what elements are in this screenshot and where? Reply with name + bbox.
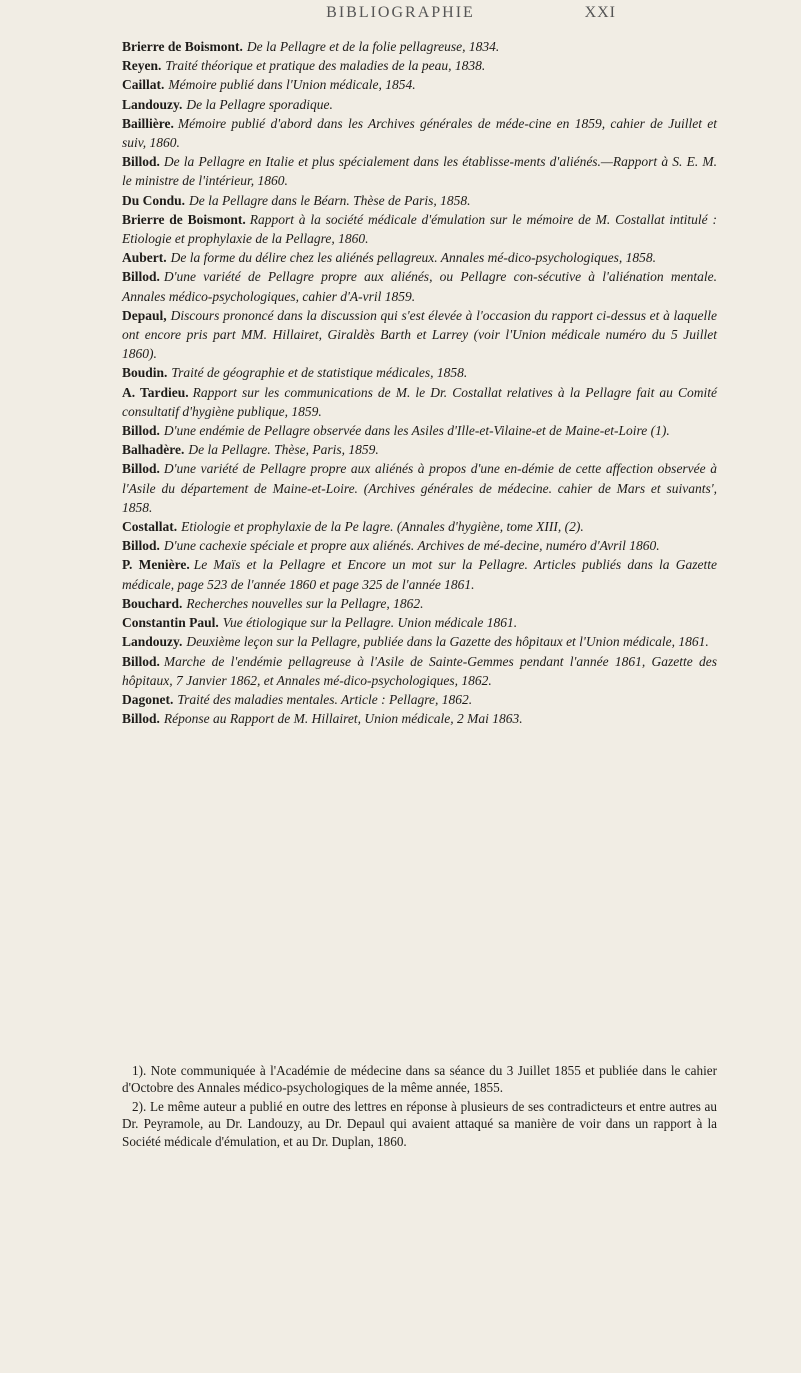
- entry-author: Billod.: [122, 269, 160, 285]
- entry-text: De la Pellagre sporadique.: [186, 96, 333, 112]
- entry-author: Costallat.: [122, 519, 178, 535]
- entry-author: Dagonet.: [122, 691, 174, 707]
- entry-text: Réponse au Rapport de M. Hillairet, Union médicale, 2 Mai 1863.: [163, 711, 523, 727]
- entry-text: Le Maïs et la Pellagre et Encore un mot sur la Pellagre. Articles publiés dans la Gazette médicale, page 523 de l'année 1860 et page 325 de l'année 1861.: [122, 557, 717, 592]
- entry-author: Depaul,: [122, 307, 167, 323]
- bibliography-entry: [122, 152, 717, 190]
- bibliography-entry: [122, 690, 717, 709]
- bibliography-entry: [122, 37, 717, 56]
- entry-author: Balhadère.: [122, 442, 185, 458]
- entry-text: Discours prononcé dans la discussion qui s'est élevée à l'occasion du rapport ci-dessus et à laquelle ont encore pris part MM. Hillairet, Giraldès Barth et Larrey (voir l'Union médicale numéro du 5 Juillet 1860).: [122, 307, 717, 362]
- entry-text: Traité théorique et pratique des maladies de la peau, 1838.: [165, 58, 486, 74]
- bibliography-entry: [122, 632, 717, 651]
- entry-text: De la Pellagre en Italie et plus spécialement dans les établisse-ments d'aliénés.—Rapport à S. E. M. le ministre de l'intérieur, 1860.: [122, 154, 717, 189]
- bibliography-entry: [122, 613, 717, 632]
- entry-text: Rapport sur les communications de M. le Dr. Costallat relatives à la Pellagre fait au Comité consultatif d'hygiène publique, 1859.: [122, 384, 717, 419]
- running-title: BIBLIOGRAPHIE: [326, 4, 475, 21]
- entry-text: De la Pellagre et de la folie pellagreuse, 1834.: [246, 39, 500, 54]
- entry-author: Billod.: [122, 711, 160, 727]
- entry-author: Billod.: [122, 154, 160, 170]
- entry-text: Traité de géographie et de statistique médicales, 1858.: [171, 365, 468, 381]
- bibliography-entry: [122, 306, 717, 364]
- footnote: 1). Note communiquée à l'Académie de médecine dans sa séance du 3 Juillet 1855 et publiée dans le cahier d'Octobre des Annales médico-psychologiques de la même année, 1855.: [122, 1063, 717, 1096]
- entry-author: Billod.: [122, 461, 160, 477]
- bibliography-entry: [122, 555, 717, 593]
- entry-author: Landouzy.: [122, 96, 183, 112]
- entry-author: Landouzy.: [122, 634, 183, 650]
- running-header: [0, 4, 801, 30]
- entry-author: Aubert.: [122, 250, 167, 266]
- entry-author: Du Condu.: [122, 192, 186, 208]
- entry-text: Traité des maladies mentales. Article : Pellagre, 1862.: [177, 691, 473, 707]
- entry-author: Constantin Paul.: [122, 615, 219, 631]
- entry-text: De la Pellagre. Thèse, Paris, 1859.: [188, 442, 379, 458]
- entry-text: De la Pellagre dans le Béarn. Thèse de Paris, 1858.: [189, 192, 471, 208]
- bibliography-entry: [122, 421, 717, 440]
- bibliography-entry: [122, 459, 717, 517]
- entry-text: Deuxième leçon sur la Pellagre, publiée dans la Gazette des hôpitaux et l'Union médicale, 1861.: [186, 634, 709, 650]
- entry-author: Reyen.: [122, 58, 162, 74]
- bibliography-entry: [122, 248, 717, 267]
- entry-author: Bouchard.: [122, 595, 183, 611]
- entry-text: D'une variété de Pellagre propre aux aliénés à propos d'une en-démie de cette affection observée à l'Asile du département de Maine-et-Loire. (Archives générales de médecine. cahier de Mars et suivants', 1858.: [122, 461, 717, 515]
- entry-author: Brierre de Boismont.: [122, 39, 243, 54]
- bibliography-entry: [122, 114, 717, 152]
- bibliography-entry: [122, 383, 717, 421]
- entry-text: Recherches nouvelles sur la Pellagre, 1862.: [186, 595, 424, 611]
- entry-text: Vue étiologique sur la Pellagre. Union médicale 1861.: [222, 615, 518, 631]
- entry-author: Billod.: [122, 423, 160, 439]
- footnote: 2). Le même auteur a publié en outre des lettres en réponse à plusieurs de ses contradicteurs et entre autres au Dr. Peyramole, au Dr. Landouzy, au Dr. Depaul qui avaient attaqué sa manière de voir dans un rapport à la Société médicale d'émulation, et au Dr. Duplan, 1860.: [122, 1098, 717, 1149]
- bibliography-entry: [122, 267, 717, 305]
- entry-author: Brierre de Boismont.: [122, 211, 246, 227]
- footnotes: [122, 1062, 717, 1151]
- bibliography-entry: [122, 363, 717, 382]
- bibliography-entry: [122, 594, 717, 613]
- bibliography-entry: [122, 56, 717, 75]
- entry-author: A. Tardieu.: [122, 384, 189, 400]
- entry-text: Mémoire publié dans l'Union médicale, 1854.: [168, 77, 416, 93]
- bibliography-entry: [122, 191, 717, 210]
- bibliography-entry: [122, 210, 717, 248]
- bibliography-entry: [122, 536, 717, 555]
- bibliography-list: [122, 37, 717, 728]
- entry-text: Mémoire publié d'abord dans les Archives générales de méde-cine en 1859, cahier de Juillet et suiv, 1860.: [122, 115, 717, 151]
- entry-text: Marche de l'endémie pellagreuse à l'Asile de Sainte-Gemmes pendant l'année 1861, Gazette des hôpitaux, 7 Janvier 1862, et Annales mé-dico-psychologiques, 1862.: [122, 653, 717, 688]
- bibliography-entry: [122, 709, 717, 728]
- entry-text: De la forme du délire chez les aliénés pellagreux. Annales mé-dico-psychologiques, 1858.: [170, 250, 657, 266]
- entry-text: Rapport à la société médicale d'émulation sur le mémoire de M. Costallat intitulé : Etiologie et prophylaxie de la Pellagre, 1860.: [122, 211, 717, 247]
- bibliography-entry: [122, 75, 717, 94]
- bibliography-entry: [122, 517, 717, 536]
- entry-text: Etiologie et prophylaxie de la Pe lagre. (Annales d'hygiène, tome XIII, (2).: [181, 519, 584, 535]
- entry-author: Billod.: [122, 538, 160, 554]
- entry-text: D'une cachexie spéciale et propre aux aliénés. Archives de mé-decine, numéro d'Avril 1860.: [163, 538, 660, 554]
- entry-text: D'une variété de Pellagre propre aux aliénés, ou Pellagre con-sécutive à l'aliénation mentale. Annales médico-psychologiques, cahier d'A-vril 1859.: [122, 269, 717, 304]
- bibliography-entry: [122, 652, 717, 690]
- bibliography-entry: [122, 440, 717, 459]
- entry-author: Baillière.: [122, 115, 174, 131]
- entry-author: Caillat.: [122, 77, 165, 93]
- entry-author: Boudin.: [122, 365, 168, 381]
- entry-text: D'une endémie de Pellagre observée dans les Asiles d'Ille-et-Vilaine-et de Maine-et-Loire (1).: [163, 423, 670, 439]
- entry-author: P. Menière.: [122, 557, 190, 573]
- bibliography-entry: [122, 95, 717, 114]
- page-number: XXI: [584, 4, 616, 21]
- entry-author: Billod.: [122, 653, 160, 669]
